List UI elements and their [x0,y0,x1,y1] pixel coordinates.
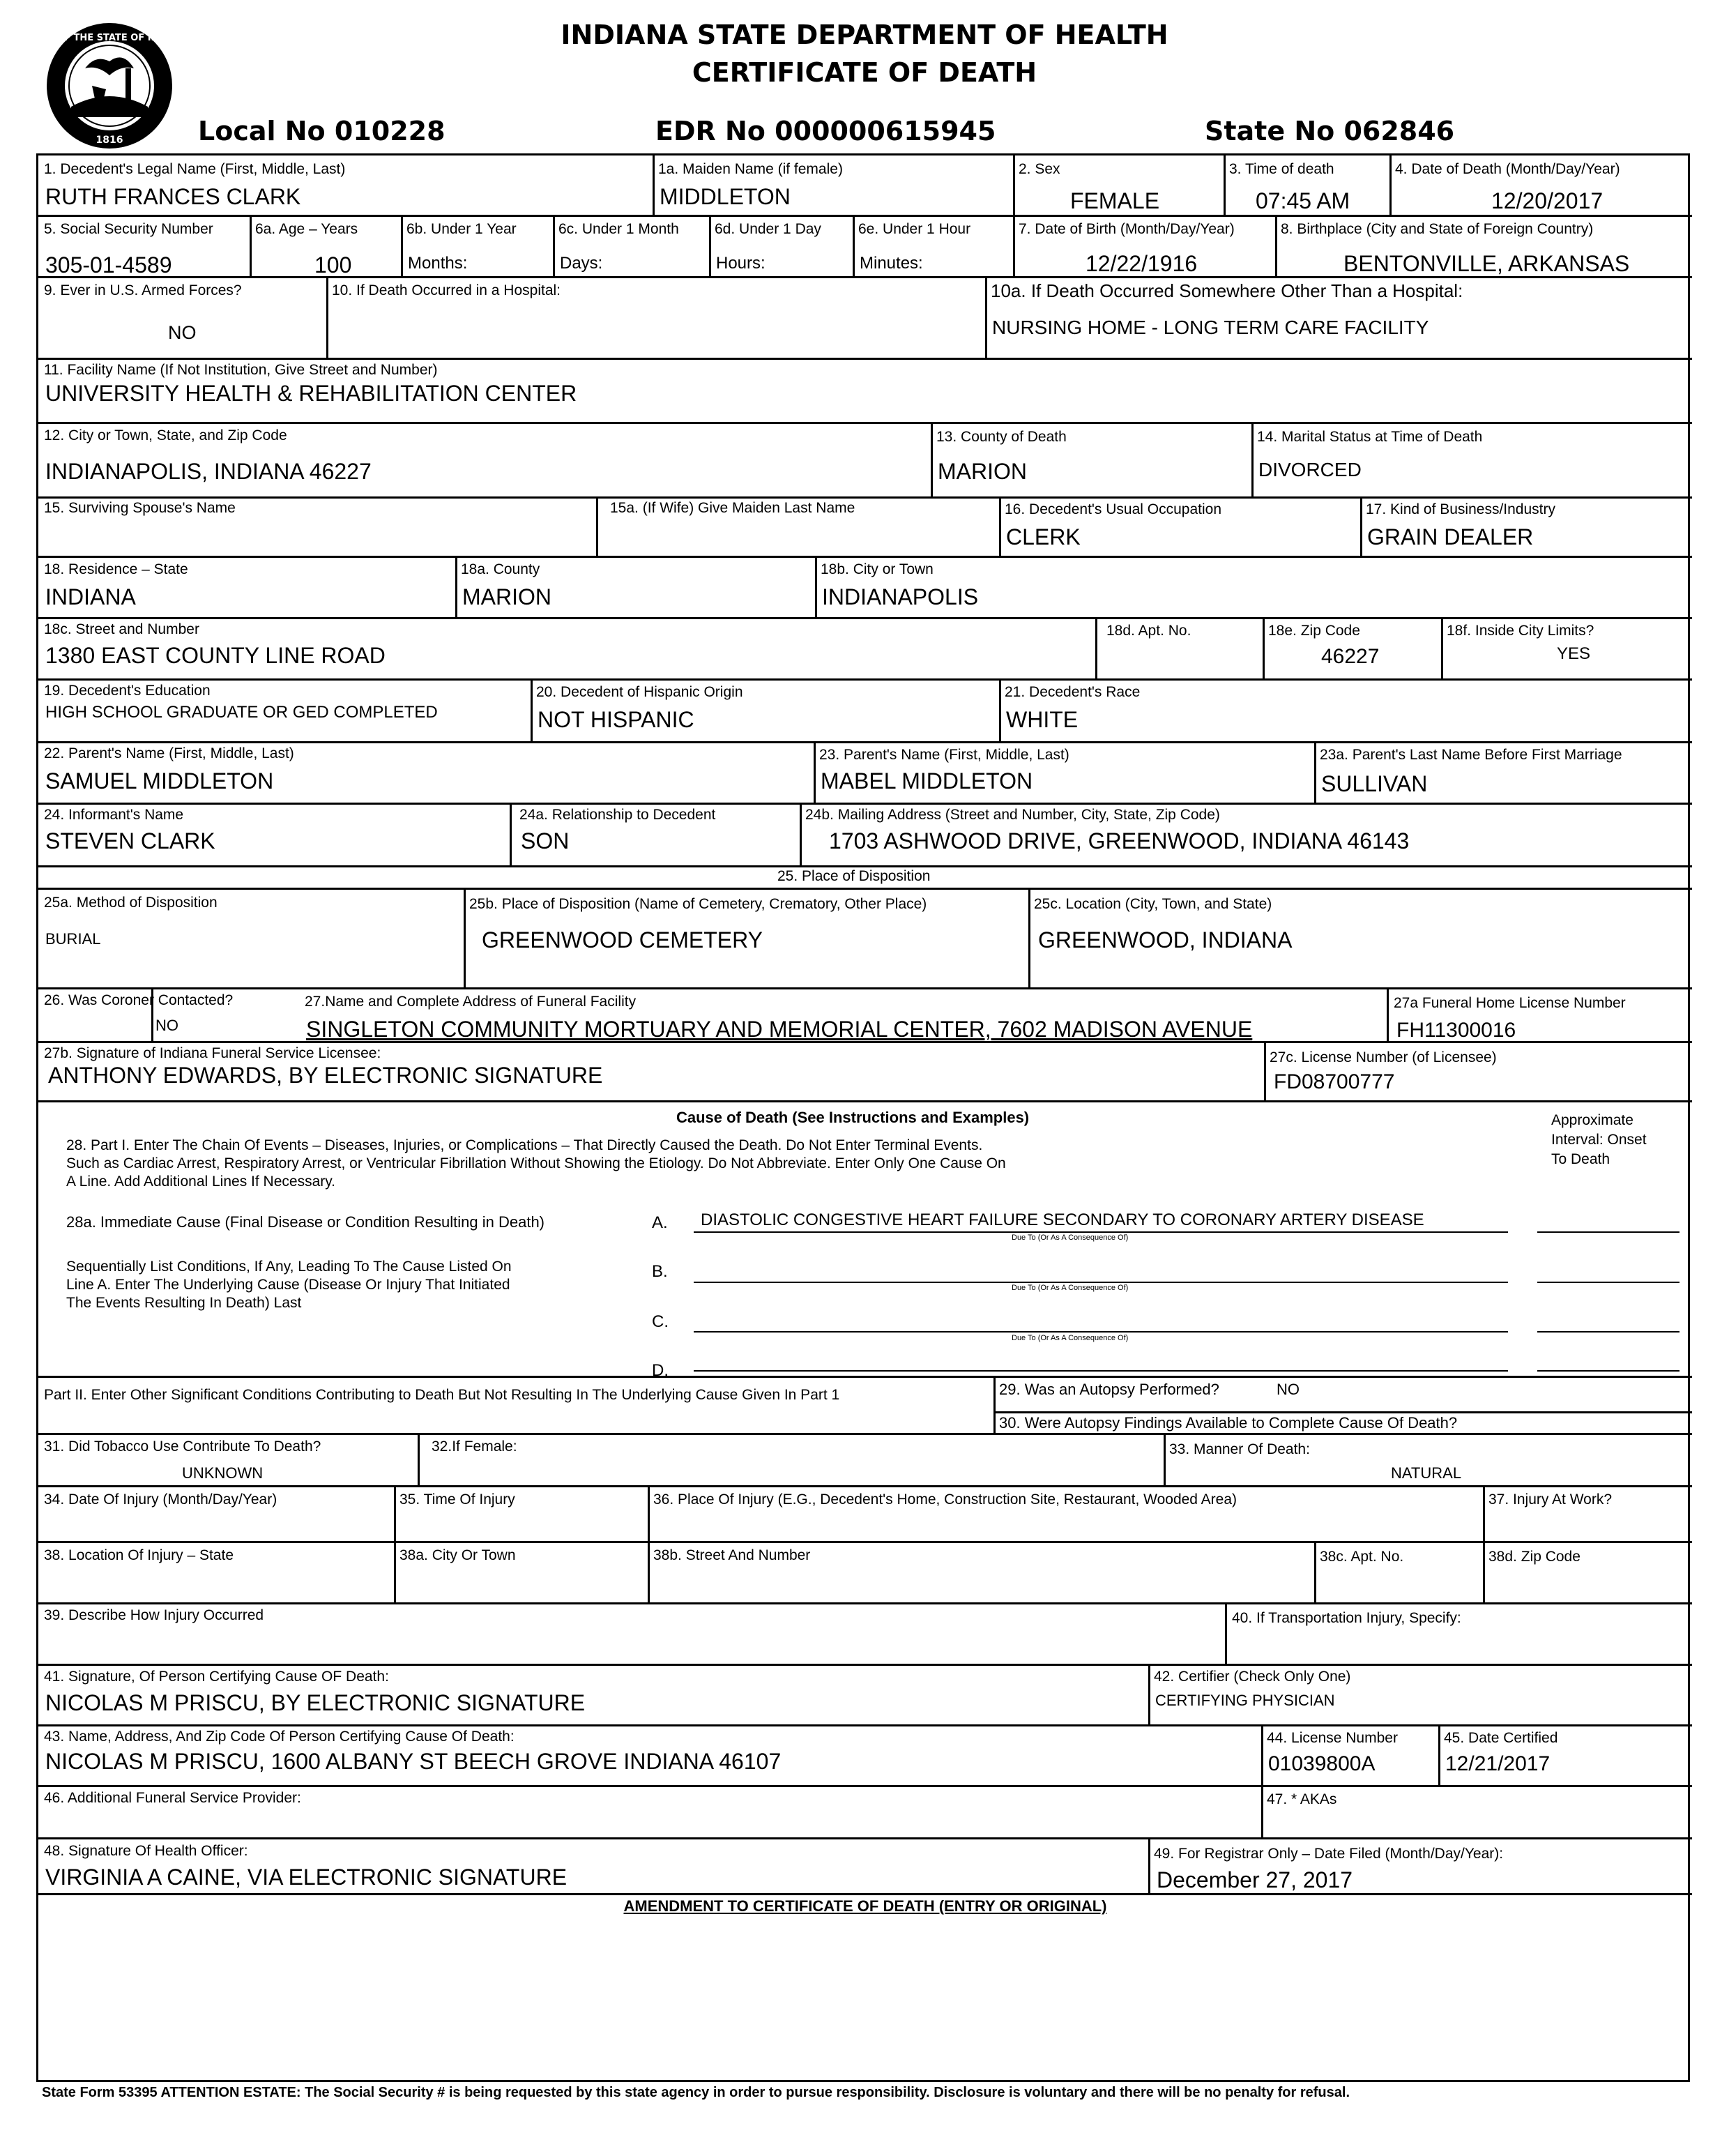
label-facility-name: 11. Facility Name (If Not Institution, Give Street and Number) [44,362,438,378]
local-number: Local No 010228 [198,116,445,146]
seal-year: 1816 [96,135,123,146]
certificate-form [36,153,1690,2082]
label-parent1-name: 22. Parent's Name (First, Middle, Last) [44,745,294,761]
value-funeral-license: FH11300016 [1396,1019,1516,1042]
value-date-certified: 12/21/2017 [1445,1752,1551,1775]
label-injury-zip: 38d. Zip Code [1488,1549,1581,1565]
value-informant: STEVEN CLARK [45,828,215,853]
interval-line-2: Interval: Onset [1551,1132,1647,1148]
label-additional-provider: 46. Additional Funeral Service Provider: [44,1790,301,1806]
value-marital-status: DIVORCED [1258,459,1362,480]
due-to-3: Due To (Or As A Consequence Of) [1012,1334,1129,1342]
label-place-of-disposition: 25. Place of Disposition [777,868,931,884]
edr-number: EDR No 000000615945 [655,116,996,146]
label-hours: Hours: [716,254,766,273]
label-tobacco: 31. Did Tobacco Use Contribute To Death? [44,1438,321,1455]
value-funeral-facility: SINGLETON COMMUNITY MORTUARY AND MEMORIAL CENTER, 7602 MADISON AVENUE [306,1017,1253,1042]
label-coroner: 26. Was Coroner Contacted? [44,992,234,1008]
value-maiden-name: MIDDLETON [660,184,791,209]
label-injury-city: 38a. City Or Town [399,1547,516,1563]
label-autopsy-findings: 30. Were Autopsy Findings Available to Complete Cause Of Death? [999,1414,1458,1432]
title-department: INDIANA STATE DEPARTMENT OF HEALTH [561,20,1168,50]
value-licensee-number: FD08700777 [1274,1070,1395,1093]
label-residence-county: 18a. County [461,561,540,577]
value-cause-a: DIASTOLIC CONGESTIVE HEART FAILURE SECONDARY TO CORONARY ARTERY DISEASE [701,1210,1424,1229]
value-hispanic: NOT HISPANIC [538,707,694,732]
label-education: 19. Decedent's Education [44,683,211,699]
label-injury-apt: 38c. Apt. No. [1320,1549,1404,1565]
label-funeral-license: 27a Funeral Home License Number [1394,995,1626,1011]
value-tobacco: UNKNOWN [182,1464,264,1482]
letter-b: B. [652,1262,668,1281]
label-hispanic: 20. Decedent of Hispanic Origin [536,684,743,700]
value-residence-county: MARION [462,584,551,609]
title-certificate: CERTIFICATE OF DEATH [692,57,1037,88]
seq-line-3: The Events Resulting In Death) Last [66,1295,302,1311]
label-licensee-signature: 27b. Signature of Indiana Funeral Service Licensee: [44,1045,381,1061]
label-parent-maiden: 23a. Parent's Last Name Before First Marriage [1320,747,1622,763]
due-to-1: Due To (Or As A Consequence Of) [1012,1233,1129,1242]
label-licensee-number: 27c. License Number (of Licensee) [1270,1049,1497,1065]
label-residence-state: 18. Residence – State [44,561,188,577]
value-certifier-signature: NICOLAS M PRISCU, BY ELECTRONIC SIGNATURE [45,1690,586,1715]
label-other-place: 10a. If Death Occurred Somewhere Other Than a Hospital: [991,280,1463,301]
value-location-disposition: GREENWOOD, INDIANA [1038,927,1293,952]
label-injury-time: 35. Time Of Injury [399,1491,515,1508]
value-age-years: 100 [314,252,352,278]
label-date-certified: 45. Date Certified [1444,1730,1558,1746]
value-business: GRAIN DEALER [1367,524,1534,549]
amendment-heading: AMENDMENT TO CERTIFICATE OF DEATH (ENTRY OR ORIGINAL) [623,1897,1107,1915]
label-certifier-address: 43. Name, Address, And Zip Code Of Person Certifying Cause Of Death: [44,1729,515,1745]
label-manner: 33. Manner Of Death: [1169,1441,1310,1457]
label-autopsy: 29. Was an Autopsy Performed? [999,1381,1219,1398]
letter-a: A. [652,1213,668,1232]
value-occupation: CLERK [1006,524,1081,549]
label-spouse-maiden: 15a. (If Wife) Give Maiden Last Name [610,500,855,516]
due-to-2: Due To (Or As A Consequence Of) [1012,1284,1129,1292]
label-sex: 2. Sex [1019,161,1060,177]
label-under-1-year: 6b. Under 1 Year [406,221,517,237]
label-business: 17. Kind of Business/Industry [1366,501,1555,517]
label-race: 21. Decedent's Race [1005,684,1141,700]
label-street: 18c. Street and Number [44,621,199,637]
value-sex: FEMALE [1070,188,1160,213]
value-other-place: NURSING HOME - LONG TERM CARE FACILITY [992,317,1429,338]
value-licensee-signature: ANTHONY EDWARDS, BY ELECTRONIC SIGNATURE [48,1063,603,1088]
label-akas: 47. * AKAs [1267,1791,1337,1807]
label-health-officer: 48. Signature Of Health Officer: [44,1843,248,1859]
value-date-of-birth: 12/22/1916 [1086,251,1198,276]
label-legal-name: 1. Decedent's Legal Name (First, Middle, Last) [44,161,346,177]
label-occupation: 16. Decedent's Usual Occupation [1005,501,1222,517]
label-armed-forces: 9. Ever in U.S. Armed Forces? [44,282,242,298]
label-city-zip: 12. City or Town, State, and Zip Code [44,427,287,443]
value-date-filed: December 27, 2017 [1157,1867,1353,1892]
label-months: Months: [408,254,468,273]
label-transport-injury: 40. If Transportation Injury, Specify: [1232,1610,1461,1626]
label-time-of-death: 3. Time of death [1229,161,1334,177]
label-how-injury: 39. Describe How Injury Occurred [44,1607,264,1623]
value-education: HIGH SCHOOL GRADUATE OR GED COMPLETED [45,703,438,722]
value-facility-name: UNIVERSITY HEALTH & REHABILITATION CENTER [45,381,577,406]
part1-line-1: 28. Part I. Enter The Chain Of Events – Diseases, Injuries, or Complications – That Directly Caused the Death. Do Not Enter Terminal Events. [66,1137,983,1153]
value-street: 1380 EAST COUNTY LINE ROAD [45,643,386,668]
label-immediate-cause: 28a. Immediate Cause (Final Disease or Condition Resulting in Death) [66,1213,545,1231]
label-relationship: 24a. Relationship to Decedent [519,807,716,823]
label-under-1-hour: 6e. Under 1 Hour [858,221,971,237]
label-county-death: 13. County of Death [936,429,1067,445]
part1-line-2: Such as Cardiac Arrest, Respiratory Arrest, or Ventricular Fibrillation Without Showing the Etiology. Do Not Abbreviate. Enter Only One Cause On [66,1155,1006,1171]
value-method-disposition: BURIAL [45,930,101,948]
value-residence-state: INDIANA [45,584,136,609]
value-relationship: SON [521,828,570,853]
label-age-years: 6a. Age – Years [255,221,358,237]
letter-c: C. [652,1312,669,1331]
cause-heading: Cause of Death (See Instructions and Examples) [676,1109,1030,1126]
label-under-1-day: 6d. Under 1 Day [715,221,821,237]
label-funeral-facility: 27.Name and Complete Address of Funeral Facility [305,994,637,1010]
value-parent-maiden: SULLIVAN [1321,771,1428,796]
value-coroner: NO [155,1017,178,1034]
label-if-female: 32.If Female: [432,1438,517,1455]
letter-d: D. [652,1361,669,1380]
value-county-death: MARION [938,459,1027,484]
label-hospital: 10. If Death Occurred in a Hospital: [332,282,561,298]
label-under-1-month: 6c. Under 1 Month [558,221,679,237]
label-city-limits: 18f. Inside City Limits? [1447,623,1594,639]
value-armed-forces: NO [168,322,197,343]
value-race: WHITE [1006,707,1079,732]
label-date-filed: 49. For Registrar Only – Date Filed (Month/Day/Year): [1154,1846,1504,1862]
label-ssn: 5. Social Security Number [44,221,213,237]
label-parent2-name: 23. Parent's Name (First, Middle, Last) [819,747,1069,763]
label-minutes: Minutes: [860,254,923,273]
part1-line-3: A Line. Add Additional Lines If Necessary. [66,1174,336,1190]
label-injury-state: 38. Location Of Injury – State [44,1547,234,1563]
label-date-of-birth: 7. Date of Birth (Month/Day/Year) [1019,221,1235,237]
value-certifier-address: NICOLAS M PRISCU, 1600 ALBANY ST BEECH GROVE INDIANA 46107 [45,1749,782,1774]
value-city-zip: INDIANAPOLIS, INDIANA 46227 [45,459,372,484]
label-apt: 18d. Apt. No. [1106,623,1191,639]
label-place-disposition: 25b. Place of Disposition (Name of Cemetery, Crematory, Other Place) [469,896,927,912]
value-mailing-address: 1703 ASHWOOD DRIVE, GREENWOOD, INDIANA 46143 [829,828,1410,853]
value-autopsy: NO [1277,1381,1300,1398]
label-method-disposition: 25a. Method of Disposition [44,895,218,911]
value-manner: NATURAL [1391,1464,1462,1482]
label-informant: 24. Informant's Name [44,807,184,823]
value-time-of-death: 07:45 AM [1256,188,1350,213]
value-certifier-type: CERTIFYING PHYSICIAN [1155,1692,1335,1709]
value-ssn: 305-01-4589 [45,252,172,278]
value-residence-city: INDIANAPOLIS [822,584,979,609]
label-certifier-signature: 41. Signature, Of Person Certifying Cause OF Death: [44,1669,389,1685]
value-zip: 46227 [1321,645,1380,668]
value-date-of-death: 12/20/2017 [1491,188,1604,213]
value-license-number: 01039800A [1268,1752,1376,1775]
label-injury-date: 34. Date Of Injury (Month/Day/Year) [44,1491,277,1508]
value-city-limits: YES [1557,644,1591,663]
state-number: State No 062846 [1205,116,1455,146]
value-legal-name: RUTH FRANCES CLARK [45,184,301,209]
part2-label: Part II. Enter Other Significant Conditions Contributing to Death But Not Resulting In The Underlying Cause Given In Part 1 [44,1387,840,1403]
value-parent2-name: MABEL MIDDLETON [821,768,1033,794]
label-maiden-name: 1a. Maiden Name (if female) [658,161,843,177]
label-residence-city: 18b. City or Town [821,561,934,577]
interval-line-1: Approximate [1551,1112,1633,1128]
seq-line-2: Line A. Enter The Underlying Cause (Disease Or Injury That Initiated [66,1277,510,1293]
label-injury-street: 38b. Street And Number [653,1547,811,1563]
label-spouse-name: 15. Surviving Spouse's Name [44,500,236,516]
label-mailing-address: 24b. Mailing Address (Street and Number, City, State, Zip Code) [805,807,1220,823]
value-health-officer: VIRGINIA A CAINE, VIA ELECTRONIC SIGNATURE [45,1865,568,1890]
label-birthplace: 8. Birthplace (City and State of Foreign Country) [1281,221,1594,237]
seq-line-1: Sequentially List Conditions, If Any, Leading To The Cause Listed On [66,1259,512,1275]
label-injury-at-work: 37. Injury At Work? [1488,1491,1613,1508]
label-zip: 18e. Zip Code [1268,623,1360,639]
label-license-number: 44. License Number [1267,1730,1398,1746]
value-birthplace: BENTONVILLE, ARKANSAS [1343,251,1630,276]
label-marital-status: 14. Marital Status at Time of Death [1257,429,1483,445]
value-place-disposition: GREENWOOD CEMETERY [482,927,763,952]
label-location-disposition: 25c. Location (City, Town, and State) [1034,896,1272,912]
label-injury-place: 36. Place Of Injury (E.G., Decedent's Home, Construction Site, Restaurant, Wooded Area) [653,1491,1237,1508]
value-parent1-name: SAMUEL MIDDLETON [45,768,274,794]
seal-text: SEAL OF THE STATE OF INDIANA [27,33,192,43]
interval-line-3: To Death [1551,1151,1610,1167]
label-date-of-death: 4. Date of Death (Month/Day/Year) [1395,161,1620,177]
label-certifier-type: 42. Certifier (Check Only One) [1154,1669,1351,1685]
footer-notice: State Form 53395 ATTENTION ESTATE: The Social Security # is being requested by this state agency in order to pursue responsibility. Disclosure is voluntary and there will be no penalty for refusal. [42,2085,1350,2100]
label-days: Days: [560,254,603,273]
